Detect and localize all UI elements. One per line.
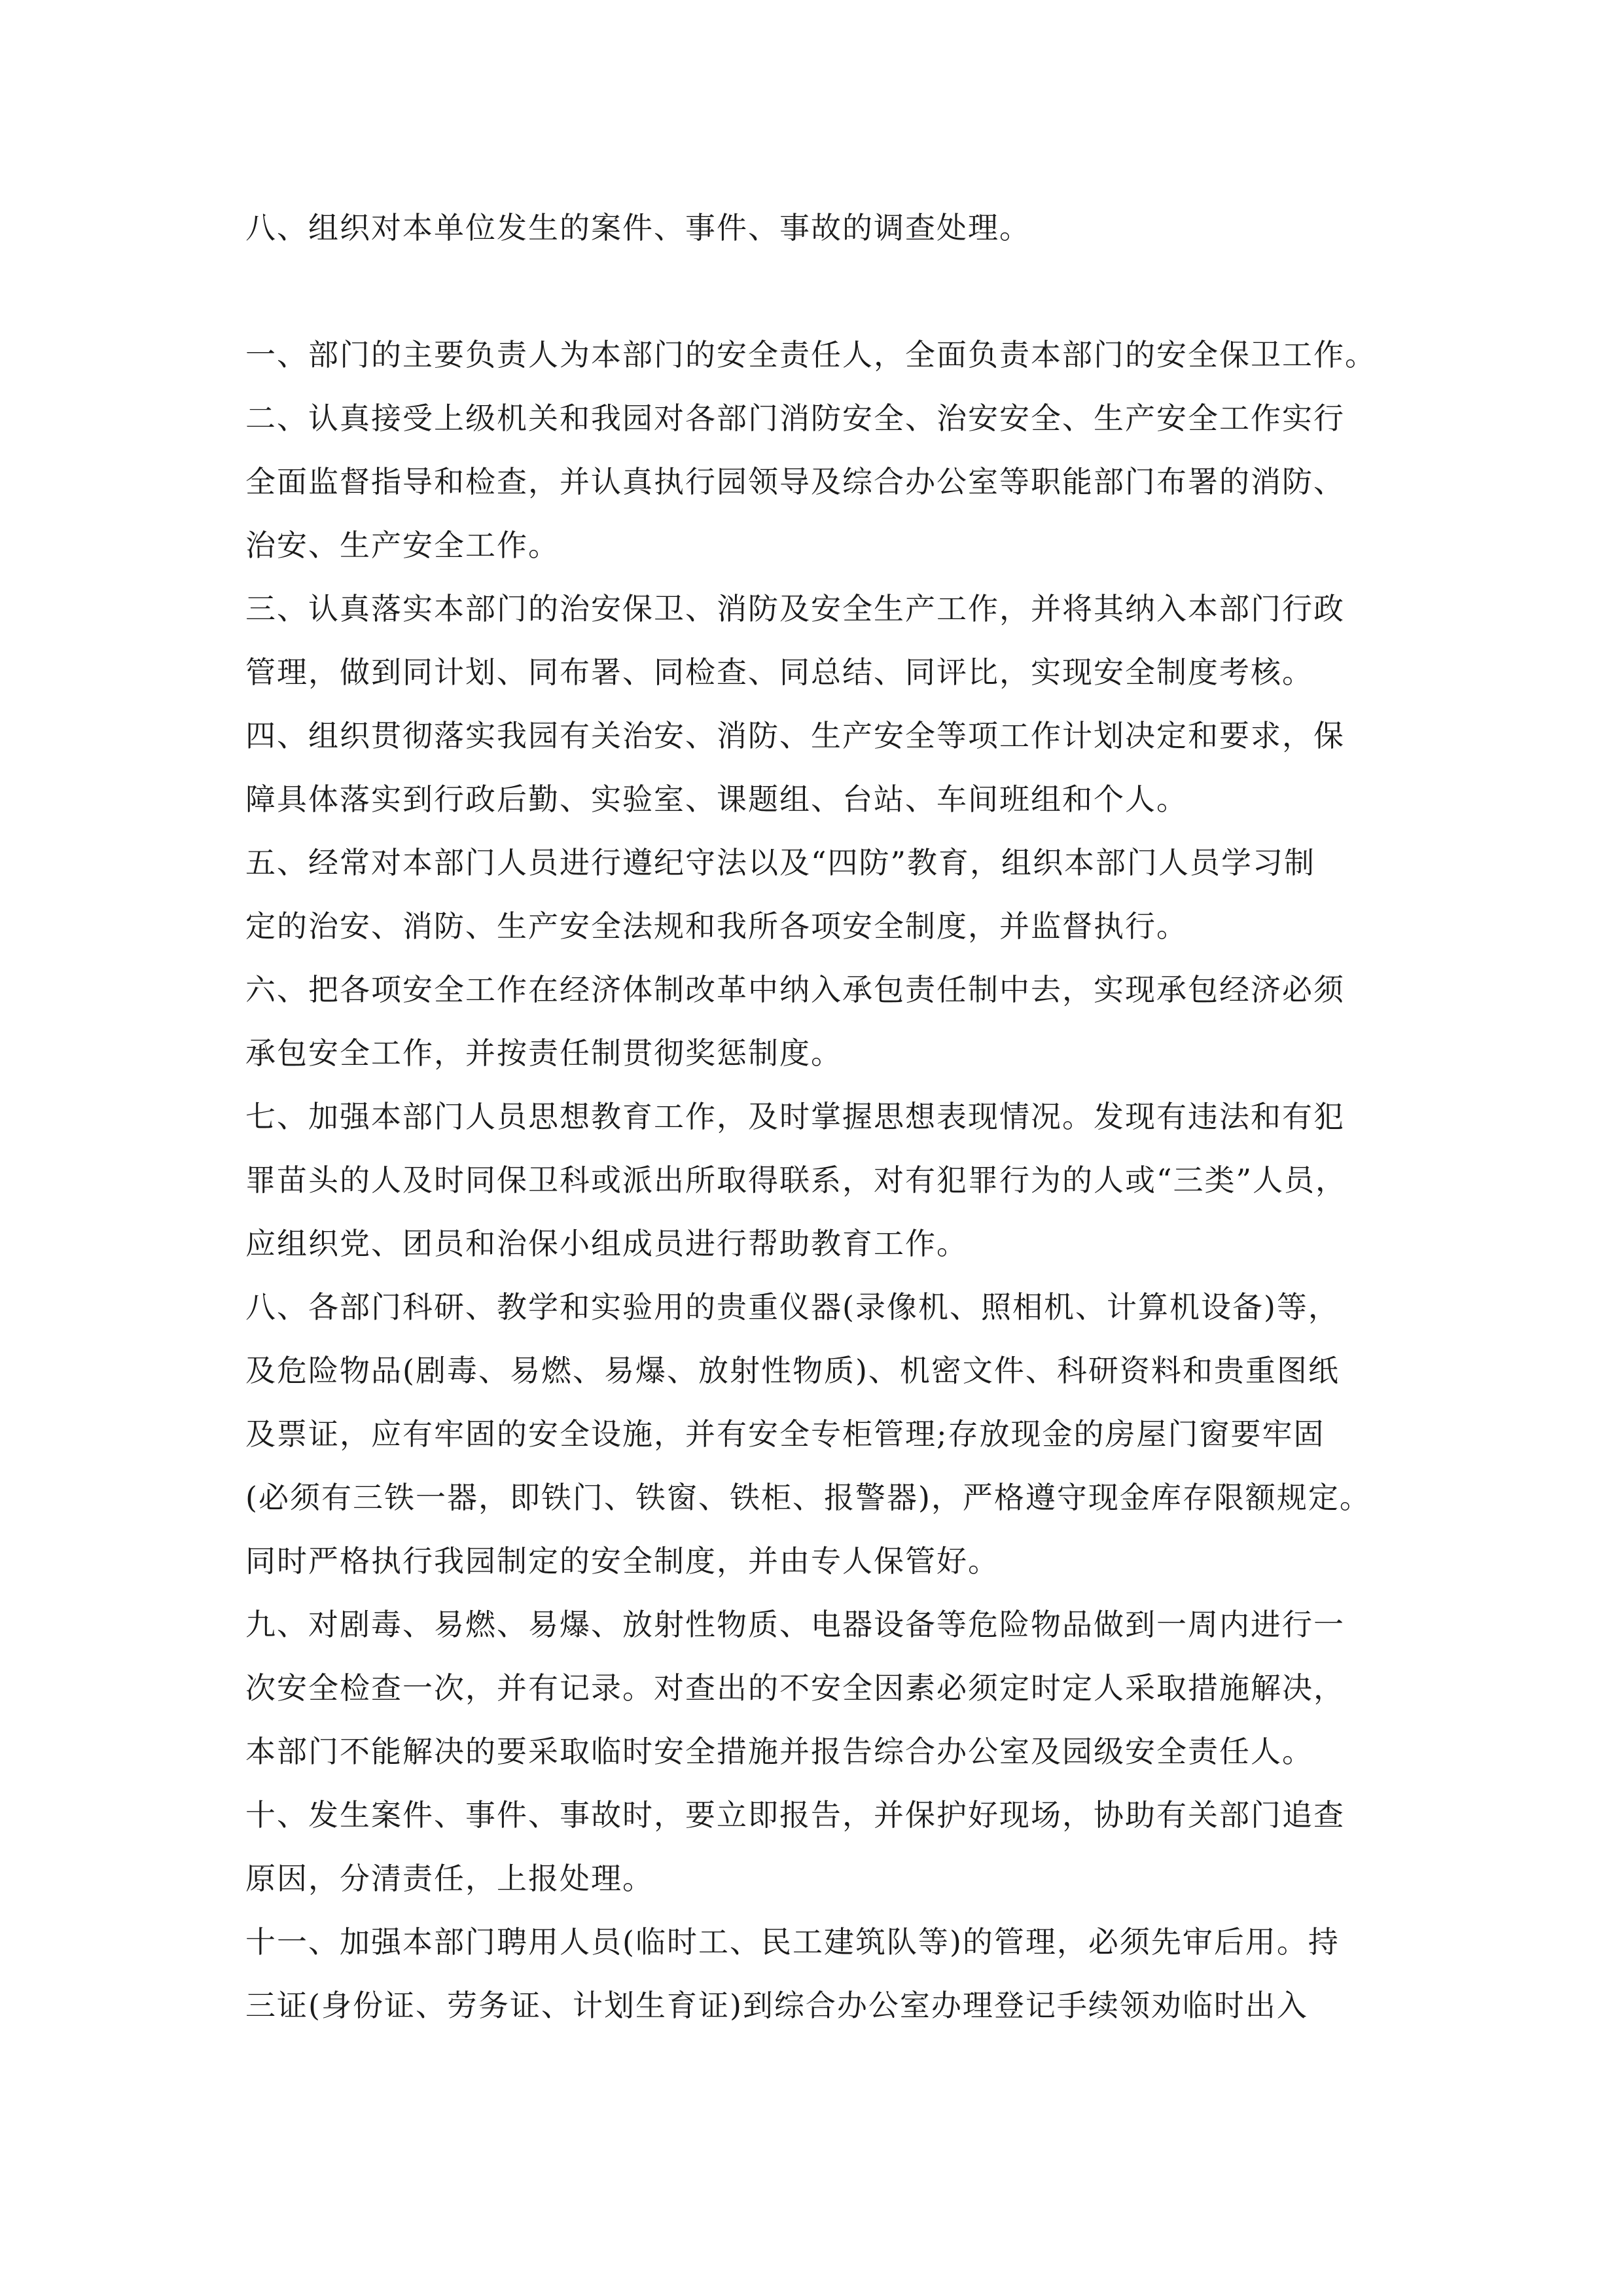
text-line: (必须有三铁一器，即铁门、铁窗、铁柜、报警器)，严格遵守现金库存限额规定。: [245, 1480, 1371, 1515]
text-line: 及危险物品(剧毒、易燃、易爆、放射性物质)、机密文件、科研资料和贵重图纸: [245, 1353, 1340, 1388]
text-line: 二、认真接受上级机关和我园对各部门消防安全、治安安全、生产安全工作实行: [245, 401, 1345, 436]
text-line: 一、部门的主要负责人为本部门的安全责任人，全面负责本部门的安全保卫工作。: [245, 337, 1376, 372]
text-line: 六、把各项安全工作在经济体制改革中纳入承包责任制中去，实现承包经济必须: [245, 972, 1345, 1007]
text-line: 定的治安、消防、生产安全法规和我所各项安全制度，并监督执行。: [245, 908, 1188, 944]
text-line: 承包安全工作，并按责任制贯彻奖惩制度。: [245, 1035, 842, 1071]
text-line: 十一、加强本部门聘用人员(临时工、民工建筑队等)的管理，必须先审后用。持: [245, 1924, 1340, 1960]
text-line: 十、发生案件、事件、事故时，要立即报告，并保护好现场，协助有关部门追查: [245, 1797, 1345, 1833]
text-line: 同时严格执行我园制定的安全制度，并由专人保管好。: [245, 1543, 999, 1579]
text-line: 三证(身份证、劳务证、计划生育证)到综合办公室办理登记手续领劝临时出入: [245, 1988, 1308, 2023]
text-line: 应组织党、团员和治保小组成员进行帮助教育工作。: [245, 1226, 968, 1261]
text-line: 八、各部门科研、教学和实验用的贵重仪器(录像机、照相机、计算机设备)等，: [245, 1289, 1340, 1325]
text-line: 原因，分清责任，上报处理。: [245, 1861, 654, 1896]
text-line: 罪苗头的人及时同保卫科或派出所取得联系，对有犯罪行为的人或“三类”人员，: [245, 1162, 1347, 1198]
text-line: 四、组织贯彻落实我园有关治安、消防、生产安全等项工作计划决定和要求，保: [245, 718, 1345, 753]
intro-paragraph: [245, 196, 1430, 260]
text-line: 五、经常对本部门人员进行遵纪守法以及“四防”教育，组织本部门人员学习制: [245, 845, 1316, 880]
text-line: 障具体落实到行政后勤、实验室、课题组、台站、车间班组和个人。: [245, 781, 1188, 817]
text-line: 管理，做到同计划、同布署、同检查、同总结、同评比，实现安全制度考核。: [245, 655, 1313, 690]
text-line: 七、加强本部门人员思想教育工作，及时掌握思想表现情况。发现有违法和有犯: [245, 1099, 1345, 1134]
text-line: 治安、生产安全工作。: [245, 528, 560, 563]
text-line: 及票证，应有牢固的安全设施，并有安全专柜管理;存放现金的房屋门窗要牢固: [245, 1416, 1325, 1452]
text-line: 八、组织对本单位发生的案件、事件、事故的调查处理。: [245, 210, 1031, 245]
text-line: 全面监督指导和检查，并认真执行园领导及综合办公室等职能部门布署的消防、: [245, 464, 1345, 499]
text-line: 本部门不能解决的要采取临时安全措施并报告综合办公室及园级安全责任人。: [245, 1734, 1313, 1769]
text-line: 三、认真落实本部门的治安保卫、消防及安全生产工作，并将其纳入本部门行政: [245, 591, 1345, 626]
text-line: 次安全检查一次，并有记录。对查出的不安全因素必须定时定人采取措施解决，: [245, 1670, 1345, 1706]
text-line: 九、对剧毒、易燃、易爆、放射性物质、电器设备等危险物品做到一周内进行一: [245, 1607, 1345, 1642]
body-text: [245, 323, 1430, 2037]
